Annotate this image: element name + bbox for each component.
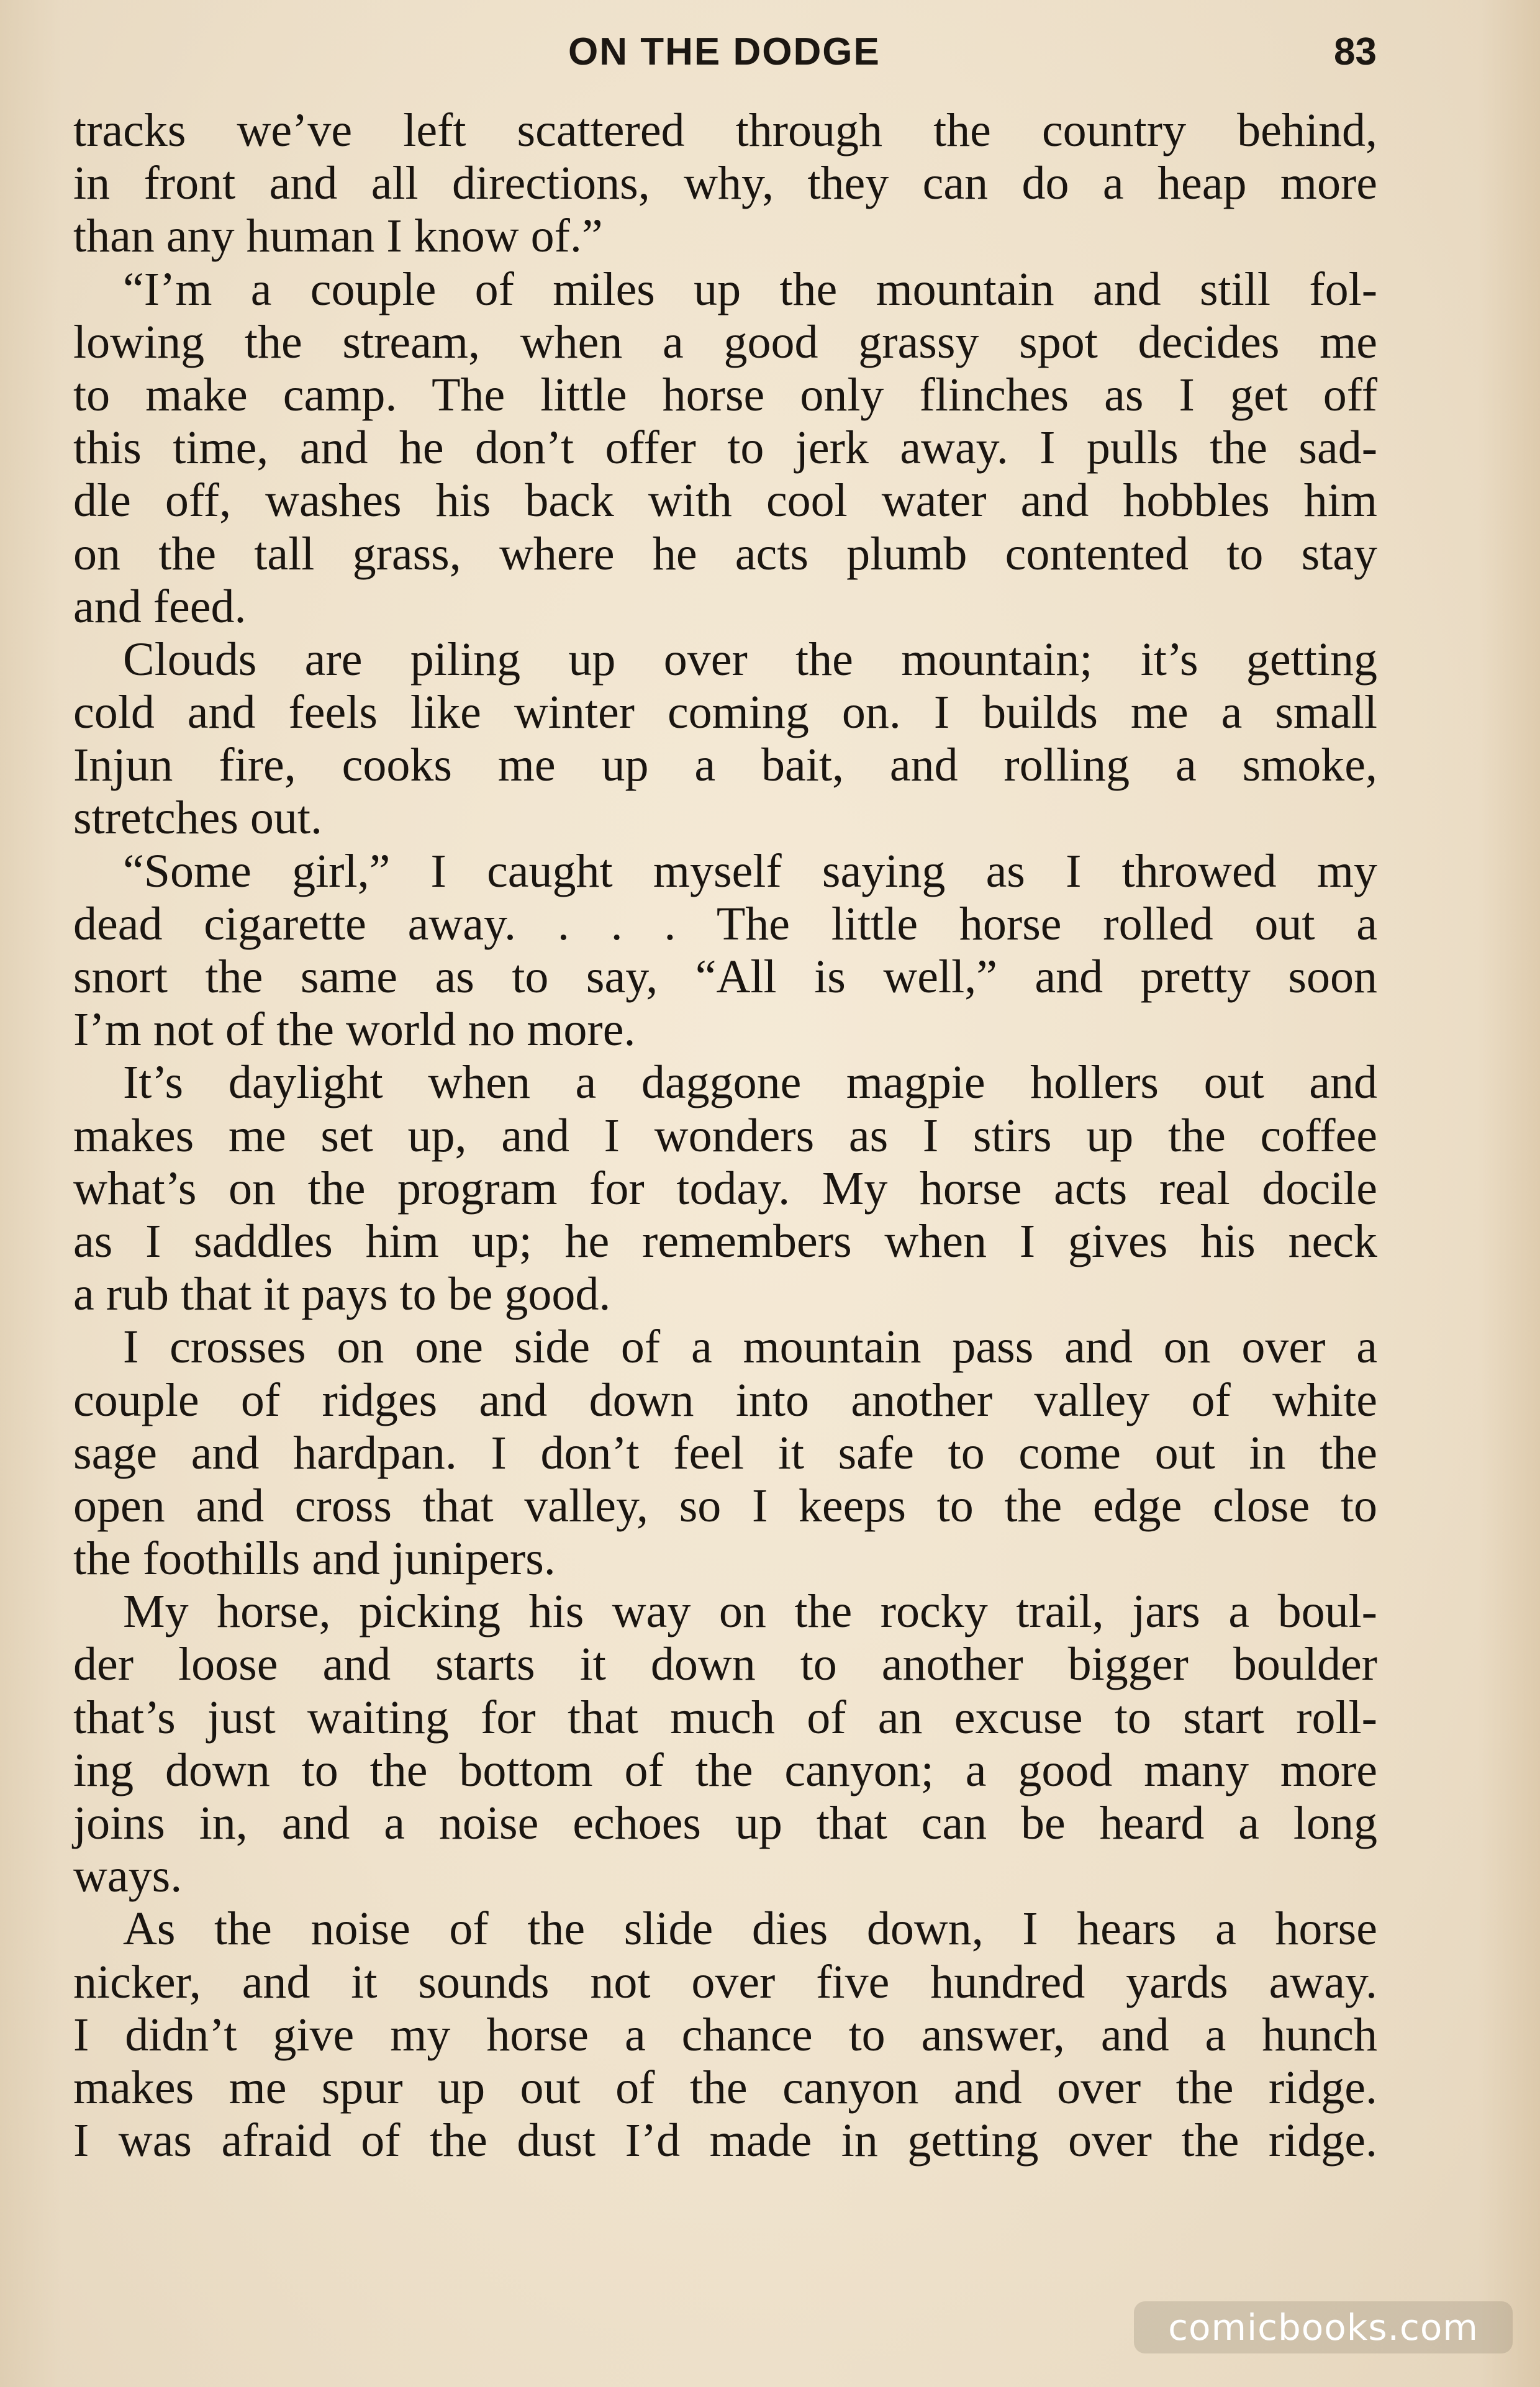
text-line: I was afraid of the dust I’d made in getting over the ridge. <box>73 2114 1377 2167</box>
text-line: makes me set up, and I wonders as I stirs up the coffee <box>73 1109 1377 1162</box>
text-line: as I saddles him up; he remembers when I gives his neck <box>73 1215 1377 1267</box>
text-line: stretches out. <box>73 792 323 845</box>
text-line: dle off, washes his back with cool water and hobbles him <box>73 474 1377 527</box>
text-line: ing down to the bottom of the canyon; a good many more <box>73 1744 1377 1796</box>
text-line: nicker, and it sounds not over five hundred yards away. <box>73 1955 1377 2008</box>
text-line: tracks we’ve left scattered through the country behind, <box>73 104 1377 156</box>
text-line: what’s on the program for today. My horse acts real docile <box>73 1162 1377 1215</box>
text-line: cold and feels like winter coming on. I builds me a small <box>73 686 1377 739</box>
text-line: As the noise of the slide dies down, I hears a horse <box>123 1903 1377 1955</box>
text-line: to make camp. The little horse only flinches as I get off <box>73 368 1377 421</box>
text-line: makes me spur up out of the canyon and over the ridge. <box>73 2061 1377 2114</box>
text-line: I’m not of the world no more. <box>73 1003 636 1056</box>
chapter-title: ON THE DODGE <box>568 30 881 73</box>
text-line: and feed. <box>73 580 247 633</box>
text-line: I crosses on one side of a mountain pass and on over a <box>123 1321 1377 1374</box>
text-line: My horse, picking his way on the rocky trail, jars a boul- <box>123 1585 1377 1638</box>
text-line: lowing the stream, when a good grassy spot decides me <box>73 315 1377 368</box>
watermark <box>1134 2301 1513 2353</box>
text-line: It’s daylight when a daggone magpie hollers out and <box>123 1056 1377 1109</box>
text-line: ways. <box>73 1850 183 1903</box>
text-line: “Some girl,” I caught myself saying as I throwed my <box>123 845 1377 897</box>
text-line: Clouds are piling up over the mountain; it’s getting <box>123 633 1377 686</box>
text-line: snort the same as to say, “All is well,” and pretty soon <box>73 951 1377 1003</box>
watermark-text: comicbooks.com <box>1168 2306 1479 2348</box>
text-line: Injun fire, cooks me up a bait, and rolling a smoke, <box>73 739 1377 792</box>
text-line: dead cigarette away. . . . The little horse rolled out a <box>73 897 1377 950</box>
text-line: joins in, and a noise echoes up that can be heard a long <box>73 1797 1377 1849</box>
text-line: open and cross that valley, so I keeps to the edge close to <box>73 1479 1377 1532</box>
text-line: the foothills and junipers. <box>73 1533 556 1585</box>
text-line: than any human I know of.” <box>73 210 603 263</box>
page-number: 83 <box>1334 30 1377 73</box>
text-line: this time, and he don’t offer to jerk away. I pulls the sad- <box>73 422 1377 474</box>
text-line: on the tall grass, where he acts plumb contented to stay <box>73 527 1377 580</box>
text-line: sage and hardpan. I don’t feel it safe to come out in the <box>73 1426 1377 1479</box>
text-line: in front and all directions, why, they can do a heap more <box>73 157 1377 210</box>
text-line: couple of ridges and down into another valley of white <box>73 1374 1377 1426</box>
body-text <box>73 104 1377 2167</box>
text-line: I didn’t give my horse a chance to answer, and a hunch <box>73 2008 1377 2061</box>
text-line: a rub that it pays to be good. <box>73 1268 611 1321</box>
running-head <box>0 30 1540 79</box>
text-line: that’s just waiting for that much of an excuse to start roll- <box>73 1691 1377 1744</box>
text-line: “I’m a couple of miles up the mountain and still fol- <box>123 263 1377 315</box>
text-line: der loose and starts it down to another bigger boulder <box>73 1638 1377 1691</box>
